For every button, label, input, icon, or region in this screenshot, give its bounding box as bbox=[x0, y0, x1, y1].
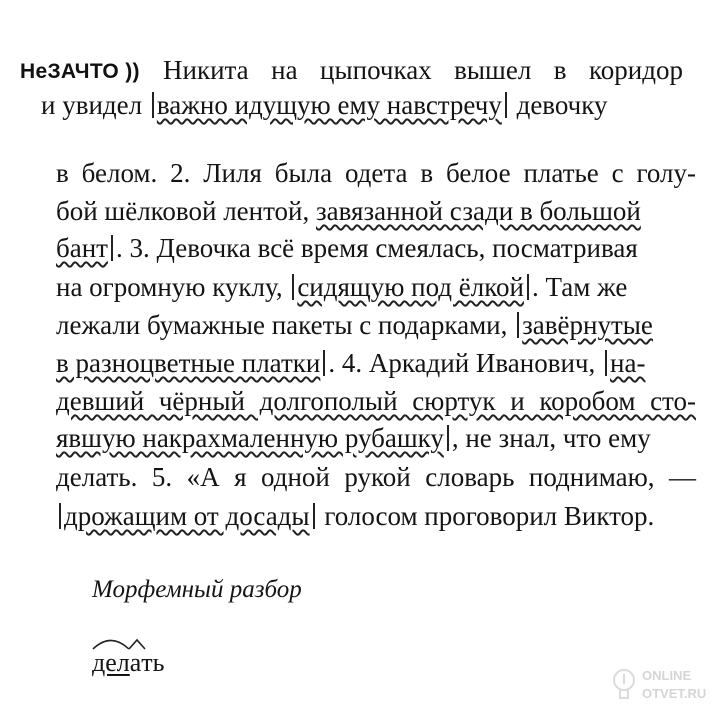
text-line-4-start: бой шёлковой лентой, bbox=[56, 196, 316, 226]
text-line-6 bbox=[56, 271, 696, 303]
participle-phrase-4-part-1: завёрнутые bbox=[522, 310, 653, 340]
text-line-12 bbox=[56, 500, 696, 532]
text-line-12-end: голосом проговорил Виктор. bbox=[317, 501, 655, 531]
phrase-boundary-mark bbox=[152, 92, 154, 118]
participle-phrase-5-part-1: на- bbox=[610, 348, 646, 378]
text-line-11 bbox=[56, 461, 696, 493]
participle-phrase-5-part-2: девший чёрный долгополый сюртук и коробом сто- bbox=[56, 386, 696, 416]
text-line-2 bbox=[41, 89, 683, 121]
morpheme-root bbox=[92, 648, 130, 678]
participle-phrase-5-part-3: явшую накрахмаленную рубашку bbox=[56, 423, 444, 453]
text-line-8 bbox=[56, 347, 696, 379]
participle-phrase-6: дрожащим от досады bbox=[64, 501, 310, 531]
phrase-boundary-mark bbox=[59, 503, 61, 529]
text-line-1 bbox=[163, 54, 683, 86]
phrase-boundary-mark bbox=[605, 350, 607, 376]
participle-phrase-2-part-1: завязанной сзади в большой bbox=[316, 196, 641, 226]
stamp-label: НеЗАЧТО )) bbox=[20, 60, 140, 83]
text-line-4 bbox=[56, 195, 696, 227]
text-line-7-start: лежали бумажные пакеты с подарками, bbox=[56, 310, 515, 340]
text-line-7 bbox=[56, 309, 696, 341]
text-line-6-end: . Там же bbox=[531, 272, 628, 302]
text-line-8-middle: . 4. Аркадий Иванович, bbox=[328, 348, 603, 378]
text-line-5 bbox=[56, 232, 696, 264]
phrase-boundary-mark bbox=[527, 274, 529, 300]
text-line-2-start: и увидел bbox=[41, 90, 149, 120]
site-watermark bbox=[610, 662, 710, 712]
text-line-10 bbox=[56, 422, 696, 454]
watermark-line-1: ONLINE bbox=[642, 668, 692, 683]
suffix-roof-mark bbox=[128, 638, 146, 650]
text-line-2-end: девочку bbox=[509, 90, 608, 120]
morpheme-ending-text: ть bbox=[141, 648, 165, 677]
phrase-boundary-mark bbox=[323, 350, 325, 376]
morpheme-root-text: дел bbox=[92, 648, 130, 677]
participle-phrase-1: важно идущую ему навстречу bbox=[156, 90, 502, 120]
text-line-9 bbox=[56, 385, 696, 417]
morpheme-suffix-text: а bbox=[129, 648, 142, 677]
text-line-5-end: . 3. Девочка всё время смеялась, посматривая bbox=[115, 233, 638, 263]
text-line-6-start: на огромную куклу, bbox=[56, 272, 290, 302]
text-line-11-content: делать. 5. «А я одной рукой словарь поднимаю, — bbox=[56, 462, 696, 492]
root-arc-mark bbox=[92, 634, 130, 650]
participle-phrase-4-part-2: в разноцветные платки bbox=[56, 348, 321, 378]
watermark-line-2: OTVET.RU bbox=[642, 686, 707, 701]
phrase-boundary-mark bbox=[292, 274, 294, 300]
text-line-3-content: в белом. 2. Лиля была одета в белое платье с голу- bbox=[56, 158, 696, 188]
text-line-3 bbox=[56, 157, 696, 189]
phrase-boundary-mark bbox=[517, 312, 519, 338]
morpheme-suffix bbox=[130, 648, 142, 678]
section-heading: Морфемный разбор bbox=[92, 576, 302, 603]
participle-phrase-2-part-2: бант bbox=[56, 233, 108, 263]
phrase-boundary-mark bbox=[505, 92, 507, 118]
participle-phrase-3: сидящую под ёлкой bbox=[297, 272, 524, 302]
phrase-boundary-mark bbox=[447, 425, 449, 451]
text-line-10-end: , не знал, что ему bbox=[451, 423, 651, 453]
morpheme-analysis bbox=[92, 648, 165, 678]
text-line-1-content: Никита на цыпочках вышел в коридор bbox=[163, 55, 683, 85]
phrase-boundary-mark bbox=[111, 235, 113, 261]
phrase-boundary-mark bbox=[313, 503, 315, 529]
